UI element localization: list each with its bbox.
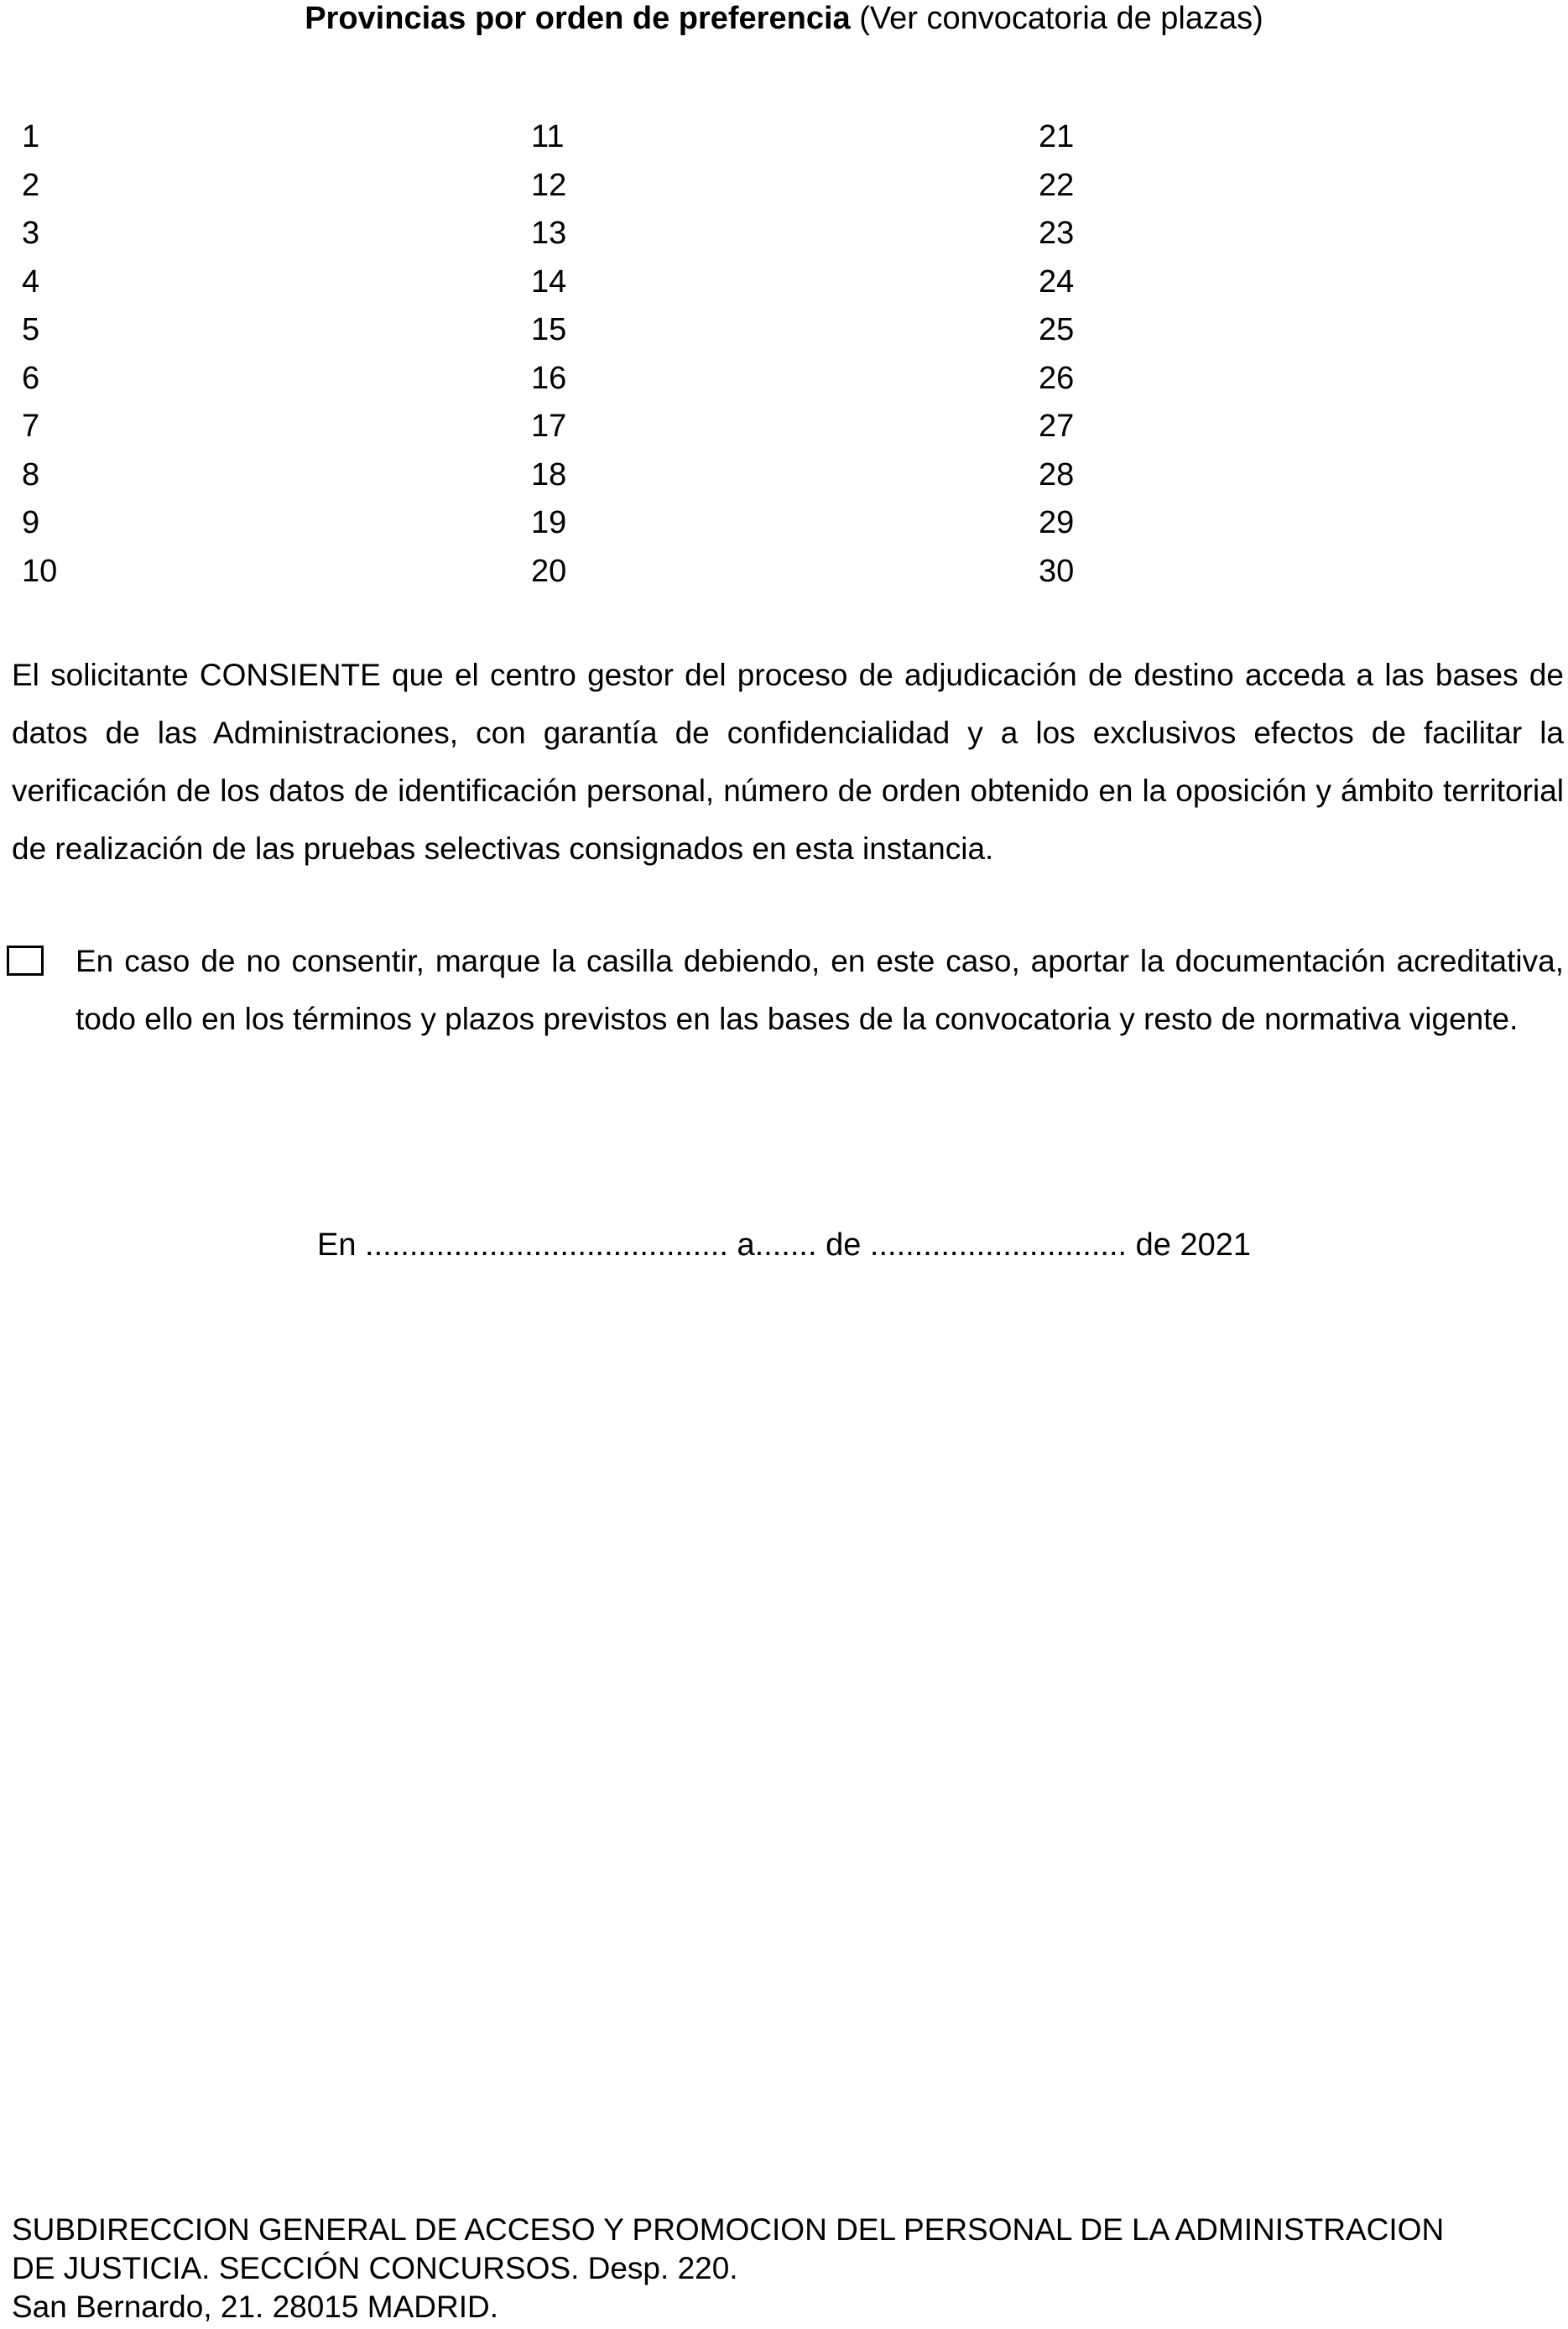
non-consent-checkbox[interactable] [7, 946, 44, 976]
preference-number: 3 [22, 216, 40, 251]
preference-number: 19 [531, 505, 567, 540]
preference-number: 25 [1039, 312, 1075, 347]
preference-number: 5 [22, 312, 40, 347]
preference-number: 29 [1039, 505, 1075, 540]
preference-number: 11 [531, 119, 565, 154]
preference-number: 4 [22, 263, 40, 300]
footer-line: SUBDIRECCION GENERAL DE ACCESO Y PROMOCION DEL PERSONAL DE LA ADMINISTRACION [12, 2212, 1445, 2247]
preference-number: 26 [1039, 360, 1075, 396]
footer-line: San Bernardo, 21. 28015 MADRID. [12, 2290, 498, 2324]
preference-number: 21 [1039, 119, 1075, 154]
preference-number: 18 [531, 456, 567, 492]
preference-number: 24 [1039, 263, 1075, 300]
title-bold: Provincias por orden de preferencia [305, 1, 851, 36]
preference-number: 10 [22, 553, 58, 589]
consent-paragraph: El solicitante CONSIENTE que el centro gestor del proceso de adjudicación de destino acceda a las bases de datos de las Administraciones, con garantía de confidencialidad y a los exclusivos efectos de facilitar la verificación de los datos de identificación personal, número de orden obtenido en la oposición y ámbito territorial de realización de las pruebas selectivas consignados en esta instancia. [12, 658, 1564, 866]
preference-column-3 [1039, 113, 1074, 596]
preference-number: 7 [22, 409, 40, 444]
preference-number: 15 [531, 312, 567, 347]
preference-number: 28 [1039, 456, 1075, 492]
non-consent-paragraph: En caso de no consentir, marque la casilla debiendo, en este caso, aportar la documentación acreditativa, todo ello en los términos y plazos previstos en las bases de la convocatoria y resto de normativa vigente. [76, 944, 1564, 1036]
footer-address [12, 2211, 1564, 2326]
preference-column-1 [22, 113, 57, 596]
preference-number: 1 [22, 119, 40, 154]
preference-number: 2 [22, 167, 40, 203]
preference-column-2 [531, 113, 566, 596]
preference-number: 30 [1039, 553, 1075, 589]
preference-number: 6 [22, 360, 40, 396]
place-date-line: En ......................................... a....... de ............................. de 2021 [317, 1227, 1251, 1263]
preference-number: 9 [22, 505, 40, 540]
page-title [0, 0, 1568, 37]
preference-number: 23 [1039, 216, 1075, 251]
title-note: (Ver convocatoria de plazas) [850, 1, 1263, 36]
preference-number: 22 [1039, 167, 1075, 203]
preference-number: 14 [531, 263, 567, 300]
preference-number: 8 [22, 456, 40, 492]
preference-number: 12 [531, 167, 567, 203]
footer-line: DE JUSTICIA. SECCIÓN CONCURSOS. Desp. 220. [12, 2251, 738, 2285]
preference-number: 13 [531, 216, 567, 251]
preference-number: 27 [1039, 409, 1075, 444]
preference-number: 16 [531, 360, 567, 396]
preference-number: 17 [531, 409, 567, 444]
preference-number: 20 [531, 553, 567, 589]
